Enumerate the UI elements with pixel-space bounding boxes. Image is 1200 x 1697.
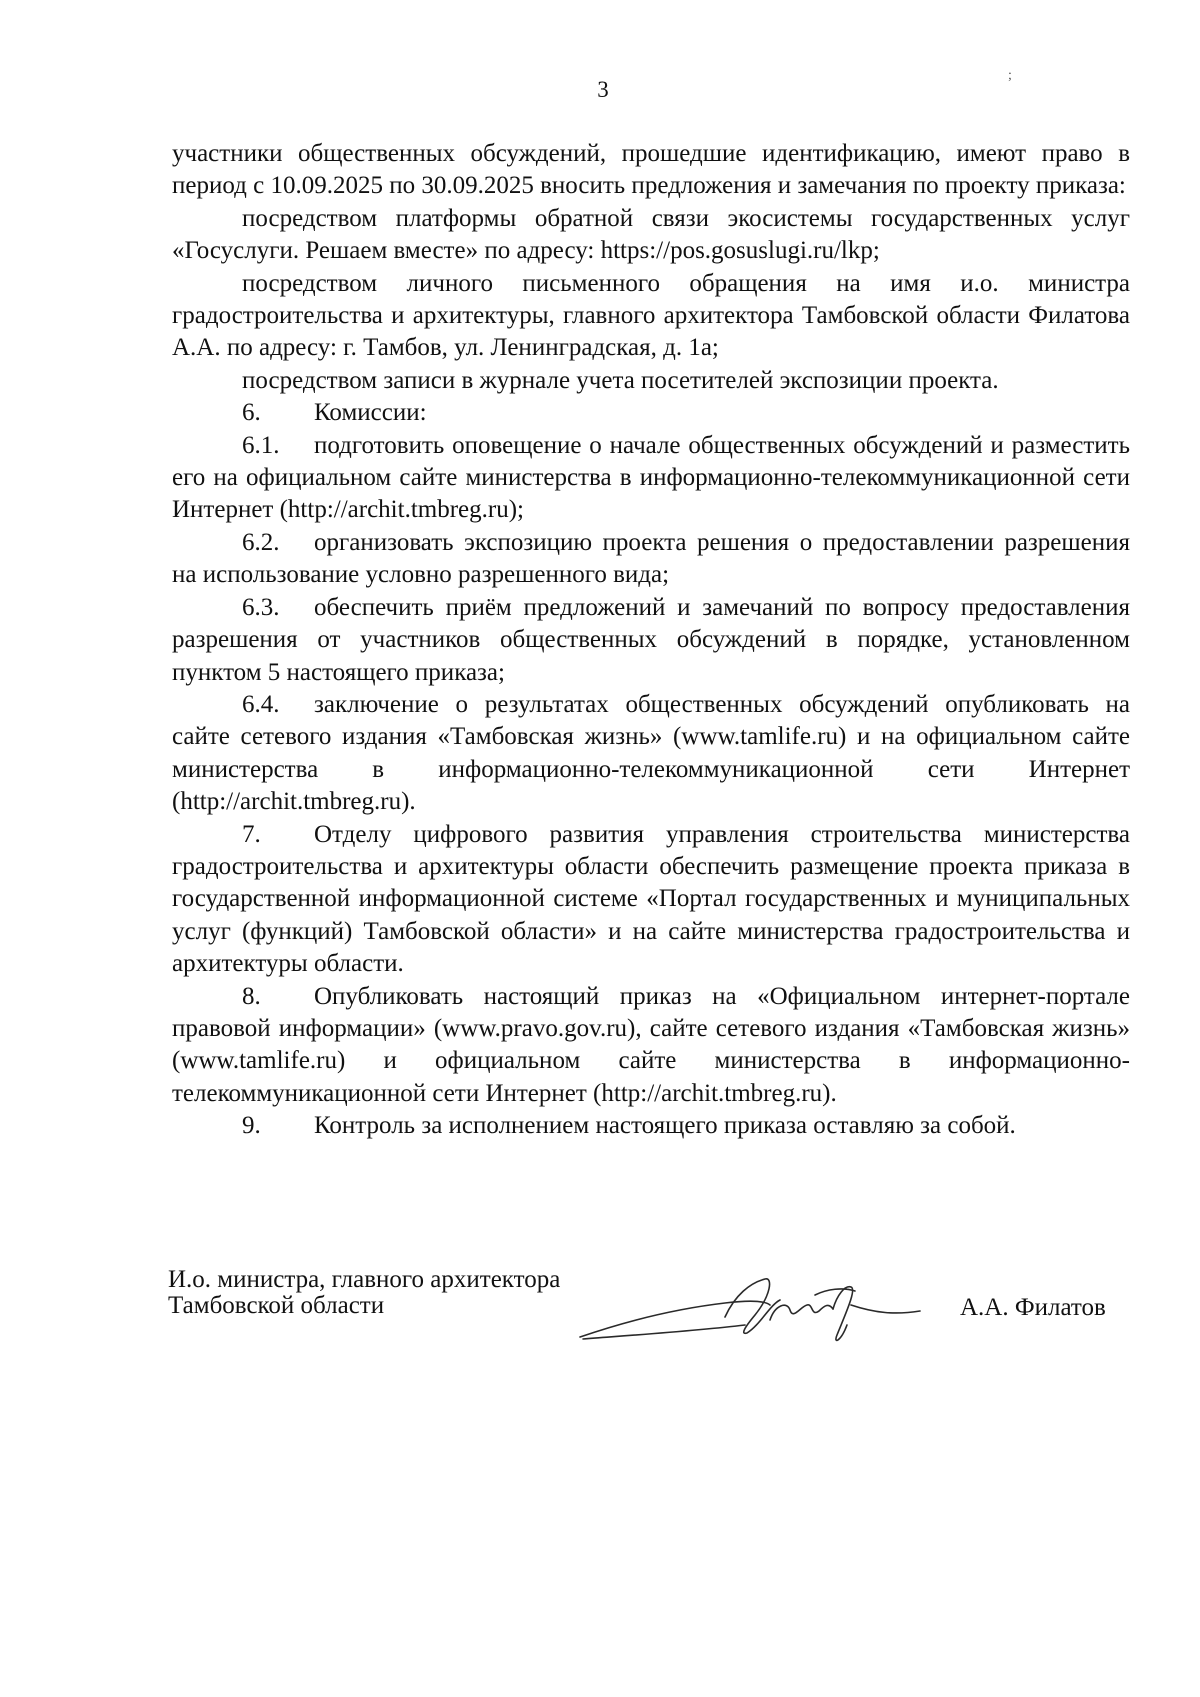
item-number: 7. xyxy=(242,820,261,848)
signatory-title-line1: И.о. министра, главного архитектора xyxy=(168,1266,561,1293)
item-number: 6.3. xyxy=(242,593,280,621)
scan-mark: ; xyxy=(1008,68,1012,83)
list-item xyxy=(172,527,1130,592)
list-item xyxy=(172,981,1130,1111)
signatory-name: А.А. Филатов xyxy=(960,1294,1106,1321)
item-number: 6. xyxy=(242,399,261,427)
item-text: Отделу цифрового развития управления строительства министерства градостроительства и архитектуры области обеспечить размещение проекта приказа в государственной информационной системе «Портал государственных и муниципальных услуг (функций) Тамбовской области» и на сайте министерства градостроительства и архитектуры области. xyxy=(172,820,1130,978)
signatory-title-line2: Тамбовской области xyxy=(168,1292,385,1319)
paragraph-participants-rights: участники общественных обсуждений, прошедшие идентификацию, имеют право в период с 10.09.2025 по 30.09.2025 вносить предложения и замечания по проекту приказа: xyxy=(172,140,1130,200)
page-number: 3 xyxy=(597,77,609,102)
item-text: заключение о результатах общественных обсуждений опубликовать на сайте сетевого издания «Тамбовская жизнь» (www.tamlife.ru) и на официальном сайте министерства в информационно-телекоммуникационной сети Интернет (http://archit.tmbreg.ru). xyxy=(172,690,1130,816)
item-number: 6.1. xyxy=(242,431,280,459)
item-number: 6.4. xyxy=(242,690,280,718)
list-item xyxy=(172,592,1130,689)
paragraph-gosuslugi-platform: посредством платформы обратной связи экосистемы государственных услуг «Госуслуги. Решаем вместе» по адресу: https://pos.gosuslugi.ru/lkp; xyxy=(172,204,1130,265)
item-text: обеспечить приём предложений и замечаний по вопросу предоставления разрешения от участников общественных обсуждений в порядке, установленном пунктом 5 настоящего приказа; xyxy=(172,593,1130,686)
list-item xyxy=(172,1110,1130,1142)
item-text: организовать экспозицию проекта решения о предоставлении разрешения на использование условно разрешенного вида; xyxy=(172,528,1130,589)
item-text: Контроль за исполнением настоящего приказа оставляю за собой. xyxy=(314,1112,1016,1140)
item-number: 6.2. xyxy=(242,528,280,556)
paragraph-written-appeal: посредством личного письменного обращения на имя и.о. министра градостроительства и архитектуры, главного архитектора Тамбовской области Филатова А.А. по адресу: г. Тамбов, ул. Ленинградская, д. 1а; xyxy=(172,269,1130,362)
item-text: Комиссии: xyxy=(314,399,427,427)
list-item xyxy=(172,397,1130,429)
signatory-title xyxy=(168,1267,560,1319)
item-text: Опубликовать настоящий приказ на «Официальном интернет-портале правовой информации» (www.pravo.gov.ru), сайте сетевого издания «Тамбовская жизнь» (www.tamlife.ru) и официальном сайте министерства в информационно-телекоммуникационной сети Интернет (http://archit.tmbreg.ru). xyxy=(172,982,1130,1107)
list-item xyxy=(172,689,1130,819)
document-body xyxy=(172,138,1130,1143)
item-number: 9. xyxy=(242,1112,261,1140)
paragraph-visitor-journal: посредством записи в журнале учета посетителей экспозиции проекта. xyxy=(242,366,999,394)
item-number: 8. xyxy=(242,982,261,1010)
list-item xyxy=(172,819,1130,981)
list-item xyxy=(172,430,1130,527)
handwritten-signature xyxy=(575,1265,935,1355)
item-text: подготовить оповещение о начале общественных обсуждений и разместить его на официальном сайте министерства в информационно-телекоммуникационной сети Интернет (http://archit.tmbreg.ru); xyxy=(172,431,1130,524)
